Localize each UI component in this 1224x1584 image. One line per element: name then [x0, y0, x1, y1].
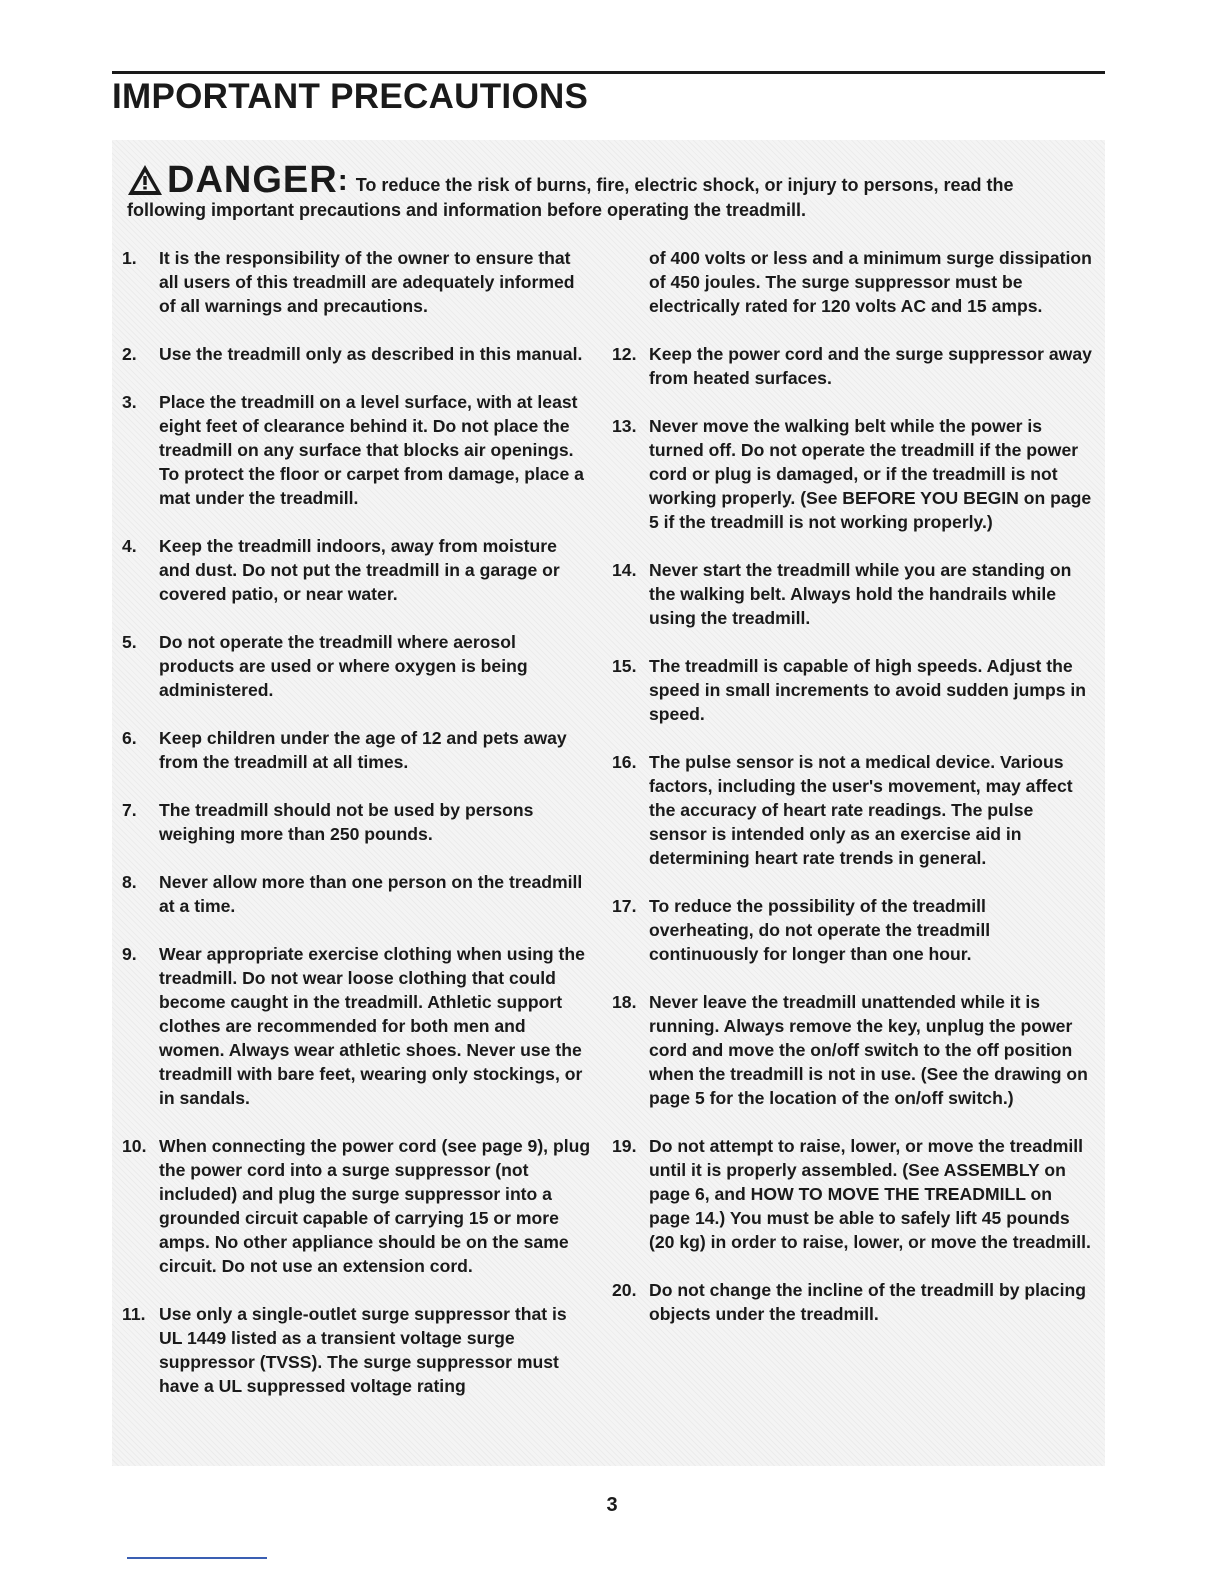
item-number: 3. [122, 392, 137, 412]
item-text: Do not change the incline of the treadmill by placing objects under the treadmill. [649, 1280, 1086, 1324]
item-text: The treadmill is capable of high speeds. Adjust the speed in small increments to avoid sudden jumps in speed. [649, 656, 1087, 724]
danger-word: DANGER [167, 159, 338, 201]
item-number: 8. [122, 872, 137, 892]
item-number: 9. [122, 944, 137, 964]
item-text: When connecting the power cord (see page 9), plug the power cord into a surge suppressor (not included) and plug the surge suppressor into a grounded circuit capable of carrying 15 or more amps. No other appliance should be on the same circuit. Do not use an extension cord. [159, 1136, 591, 1276]
item-text: Use only a single-outlet surge suppressor that is UL 1449 listed as a transient voltage surge suppressor (TVSS). The surge suppressor must have a UL suppressed voltage rating [159, 1304, 567, 1396]
precaution-item [122, 342, 592, 366]
item-number: 13. [612, 416, 637, 436]
precaution-item [612, 894, 1092, 966]
item-number: 2. [122, 344, 137, 364]
item-number: 17. [612, 896, 637, 916]
danger-text-line2: following important precautions and information before operating the treadmill. [127, 200, 807, 220]
item-text: Never leave the treadmill unattended while it is running. Always remove the key, unplug the power cord and move the on/off switch to the off position when the treadmill is not in use. (See the drawing on page 5 for the location of the on/off switch.) [649, 992, 1088, 1108]
item-text: Place the treadmill on a level surface, with at least eight feet of clearance behind it. Do not place the treadmill on any surface that blocks air openings. To protect the floor or carpet from damage, place a mat under the treadmill. [159, 392, 584, 508]
item-text: Never allow more than one person on the treadmill at a time. [159, 872, 583, 916]
item-text: Do not attempt to raise, lower, or move the treadmill until it is properly assembled. (See ASSEMBLY on page 6, and HOW TO MOVE THE TREADMILL on page 14.) You must be able to safely lift 45 pounds (20 kg) in order to raise, lower, or move the treadmill. [649, 1136, 1091, 1252]
top-rule [112, 71, 1105, 74]
precaution-item [612, 1134, 1092, 1254]
item-number: 20. [612, 1280, 637, 1300]
item-text: The pulse sensor is not a medical device. Various factors, including the user's movement, may affect the accuracy of heart rate readings. The pulse sensor is intended only as an exercise aid in determining heart rate trends in general. [649, 752, 1073, 868]
item-number: 19. [612, 1136, 637, 1156]
precaution-item [122, 246, 592, 318]
item-text: Keep children under the age of 12 and pets away from the treadmill at all times. [159, 728, 567, 772]
item-text: It is the responsibility of the owner to ensure that all users of this treadmill are adequately informed of all warnings and precautions. [159, 248, 575, 316]
item-text: Never move the walking belt while the power is turned off. Do not operate the treadmill if the power cord or plug is damaged, or if the treadmill is not working properly. (See BEFORE YOU BEGIN on page 5 if the treadmill is not working properly.) [649, 416, 1092, 532]
danger-block [127, 159, 1087, 222]
precaution-item [612, 558, 1092, 630]
precautions-panel [112, 140, 1105, 1466]
item-number: 18. [612, 992, 637, 1012]
item-text: Do not operate the treadmill where aerosol products are used or where oxygen is being administered. [159, 632, 528, 700]
precaution-item [122, 942, 592, 1110]
precaution-item [612, 990, 1092, 1110]
precaution-item [122, 534, 592, 606]
item-text: Keep the power cord and the surge suppressor away from heated surfaces. [649, 344, 1092, 388]
item-number: 12. [612, 344, 637, 364]
item-number: 4. [122, 536, 137, 556]
item-number: 11. [122, 1304, 146, 1324]
precaution-item [612, 750, 1092, 870]
precaution-item [122, 1302, 592, 1398]
item-text: Wear appropriate exercise clothing when using the treadmill. Do not wear loose clothing that could become caught in the treadmill. Athletic support clothes are recommended for both men and women. Always wear athletic shoes. Never use the treadmill with bare feet, wearing only stockings, or in sandals. [159, 944, 585, 1108]
page-title: IMPORTANT PRECAUTIONS [112, 77, 589, 116]
item-text: The treadmill should not be used by persons weighing more than 250 pounds. [159, 800, 534, 844]
item-number: 10. [122, 1136, 147, 1156]
precaution-item [122, 870, 592, 918]
precaution-item [122, 630, 592, 702]
item-text: Keep the treadmill indoors, away from moisture and dust. Do not put the treadmill in a garage or covered patio, or near water. [159, 536, 560, 604]
precaution-item [612, 1278, 1092, 1326]
item-number: 6. [122, 728, 137, 748]
danger-colon: : [337, 164, 348, 197]
item-number: 7. [122, 800, 137, 820]
item-text: Never start the treadmill while you are standing on the walking belt. Always hold the handrails while using the treadmill. [649, 560, 1072, 628]
precaution-item [122, 726, 592, 774]
precaution-item [612, 342, 1092, 390]
danger-text-line1: To reduce the risk of burns, fire, electric shock, or injury to persons, read the [355, 175, 1014, 195]
page-number: 3 [606, 1494, 618, 1516]
item-11-continuation: of 400 volts or less and a minimum surge dissipation of 450 joules. The surge suppressor must be electrically rated for 120 volts AC and 15 amps. [649, 248, 1092, 316]
item-text: To reduce the possibility of the treadmill overheating, do not operate the treadmill continuously for longer than one hour. [649, 896, 991, 964]
precaution-item [612, 414, 1092, 534]
danger-head [127, 159, 1087, 201]
right-column [612, 246, 1092, 1350]
left-column [122, 246, 592, 1422]
item-number: 15. [612, 656, 637, 676]
warning-triangle-icon [127, 164, 163, 196]
precaution-item [122, 390, 592, 510]
item-number: 1. [122, 248, 137, 268]
precaution-item [122, 1134, 592, 1278]
precaution-item [122, 798, 592, 846]
precaution-item [612, 654, 1092, 726]
item-number: 14. [612, 560, 637, 580]
footer-rule [127, 1557, 267, 1559]
item-number: 16. [612, 752, 637, 772]
item-number: 5. [122, 632, 137, 652]
item-text: Use the treadmill only as described in this manual. [159, 344, 583, 364]
